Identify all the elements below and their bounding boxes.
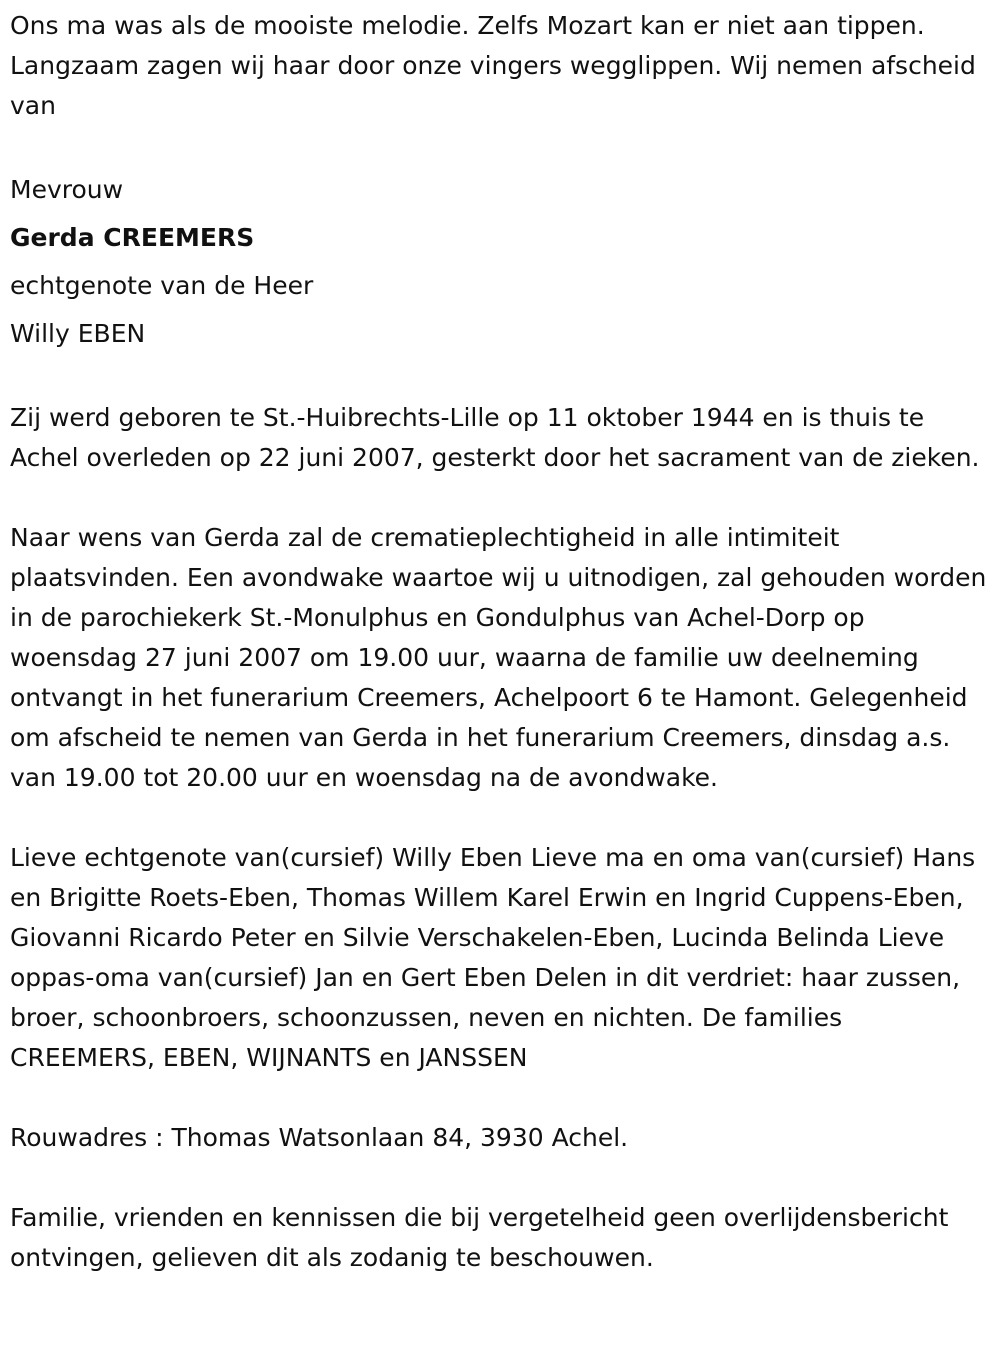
family-paragraph: Lieve echtgenote van(cursief) Willy Eben Lieve ma en oma van(cursief) Hans en Brigitte Roets-Eben, Thomas Willem Karel Erwin en Ingrid Cuppens-Eben, Giovanni Ricardo Peter en Silvie Verschakelen-Eben, Lucinda Belinda Lieve oppas-oma van(cursief) Jan en Gert Eben Delen in dit verdriet: haar zussen, broer, schoonbroers, schoonzussen, neven en nichten. De families CREEMERS, EBEN, WIJNANTS en JANSSEN bbox=[10, 843, 976, 1072]
deceased-name: Gerda CREEMERS bbox=[10, 223, 255, 252]
title-prefix: Mevrouw bbox=[10, 175, 124, 204]
opening-paragraph: Ons ma was als de mooiste melodie. Zelfs Mozart kan er niet aan tippen. Langzaam zagen wij haar door onze vingers wegglippen. Wij nemen afscheid van bbox=[10, 11, 976, 120]
mourning-address: Rouwadres : Thomas Watsonlaan 84, 3930 Achel. bbox=[10, 1123, 629, 1152]
obituary-document bbox=[10, 6, 990, 1278]
paragraph-gap bbox=[10, 798, 990, 838]
relation-text: echtgenote van de Heer bbox=[10, 271, 314, 300]
paragraph-gap bbox=[10, 1158, 990, 1198]
paragraph-gap bbox=[10, 1078, 990, 1118]
paragraph-gap bbox=[10, 478, 990, 518]
ceremony-paragraph: Naar wens van Gerda zal de crematieplechtigheid in alle intimiteit plaatsvinden. Een avondwake waartoe wij u uitnodigen, zal gehouden worden in de parochiekerk St.-Monulphus en Gondulphus van Achel-Dorp op woensdag 27 juni 2007 om 19.00 uur, waarna de familie uw deelneming ontvangt in het funerarium Creemers, Achelpoort 6 te Hamont. Gelegenheid om afscheid te nemen van Gerda in het funerarium Creemers, dinsdag a.s. van 19.00 tot 20.00 uur en woensdag na de avondwake. bbox=[10, 523, 987, 792]
partner-name: Willy EBEN bbox=[10, 319, 146, 348]
paragraph-gap bbox=[10, 358, 990, 398]
closing-paragraph: Familie, vrienden en kennissen die bij vergetelheid geen overlijdensbericht ontvingen, gelieven dit als zodanig te beschouwen. bbox=[10, 1203, 949, 1272]
birth-death-paragraph: Zij werd geboren te St.-Huibrechts-Lille op 11 oktober 1944 en is thuis te Achel overleden op 22 juni 2007, gesterkt door het sacrament van de zieken. bbox=[10, 403, 980, 472]
paragraph-gap bbox=[10, 126, 990, 166]
